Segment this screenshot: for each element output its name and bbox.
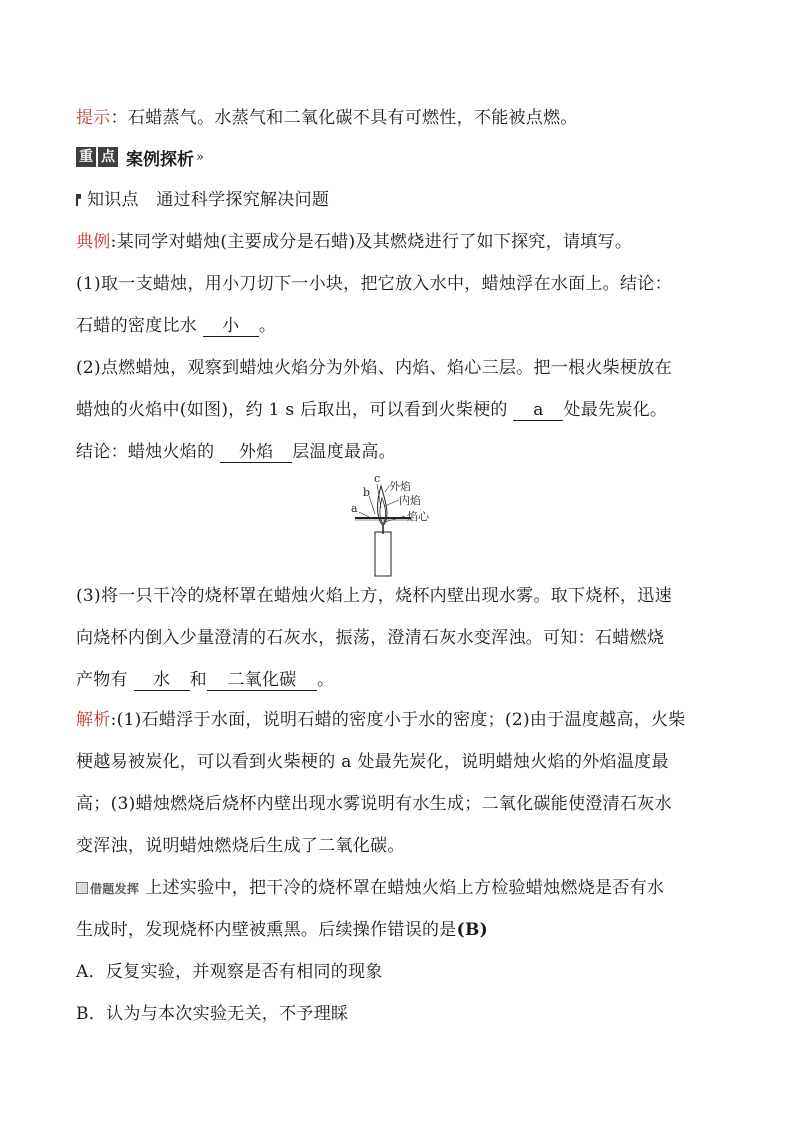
q3-answer-1: 水 bbox=[134, 670, 190, 691]
banner-title: 案例探析 bbox=[126, 149, 194, 170]
option-b: B．认为与本次实验无关，不予理睬 bbox=[76, 1004, 349, 1024]
q3-line2: 向烧杯内倒入少量澄清的石灰水，振荡，澄清石灰水变浑浊。可知：石蜡燃烧 bbox=[76, 628, 665, 648]
q2-answer-a: a bbox=[513, 400, 563, 421]
q1-text: 石蜡的密度比水 bbox=[76, 316, 198, 336]
q2-line2 bbox=[76, 398, 726, 422]
q1-answer: 小 bbox=[203, 316, 259, 337]
bookmark-icon bbox=[76, 194, 81, 206]
example-intro bbox=[76, 230, 726, 254]
q2-line3 bbox=[76, 440, 726, 464]
q1-line1: (1)取一支蜡烛，用小刀切下一小块，把它放入水中，蜡烛浮在水面上。结论： bbox=[76, 274, 672, 294]
extension-text-2: 生成时，发现烧杯内壁被熏黑。后续操作错误的是 bbox=[76, 920, 457, 940]
extension-line1 bbox=[76, 876, 726, 901]
label-outer: 外焰 bbox=[389, 480, 411, 493]
q2-text: 蜡烛的火焰中(如图)，约 1 s 后取出，可以看到火柴梗的 bbox=[76, 400, 508, 420]
extension-badge-text: 借题发挥 bbox=[90, 882, 140, 896]
q2-conclusion: 结论：蜡烛火焰的 bbox=[76, 442, 215, 462]
hint-text: ：石蜡蒸气。水蒸气和二氧化碳不具有可燃性，不能被点燃。 bbox=[110, 108, 578, 128]
extension-answer: (B) bbox=[456, 920, 488, 940]
banner-tag-2: 点 bbox=[98, 147, 118, 167]
label-core: 焰心 bbox=[407, 510, 429, 523]
candle-flame-figure bbox=[345, 472, 445, 578]
q3-and: 和 bbox=[189, 670, 207, 690]
chevron-right-icon: » bbox=[196, 149, 204, 165]
analysis-line3: 高；(3)蜡烛燃烧后烧杯内壁出现水雾说明有水生成；二氧化碳能使澄清石灰水 bbox=[76, 794, 672, 814]
option-a: A．反复实验，并观察是否有相同的现象 bbox=[76, 962, 383, 982]
leader-inner bbox=[385, 500, 399, 506]
extension-line2 bbox=[76, 918, 726, 942]
label-inner: 内焰 bbox=[399, 494, 421, 507]
candle-body bbox=[375, 532, 391, 576]
extension-badge bbox=[76, 877, 139, 901]
label-a: a bbox=[351, 502, 358, 515]
hint-label: 提示 bbox=[76, 108, 111, 128]
analysis-line4: 变浑浊，说明蜡烛燃烧后生成了二氧化碳。 bbox=[76, 836, 405, 856]
knowledge-point-text: 知识点 通过科学探究解决问题 bbox=[87, 190, 330, 210]
example-intro-text: :某同学对蜡烛(主要成分是石蜡)及其燃烧进行了如下探究，请填写。 bbox=[110, 232, 633, 252]
hint-line bbox=[76, 106, 726, 130]
label-b: b bbox=[363, 486, 371, 499]
q2-answer-b: 外焰 bbox=[220, 442, 292, 463]
banner-tag-1: 重 bbox=[76, 147, 96, 167]
q3-line3 bbox=[76, 668, 726, 692]
section-banner bbox=[76, 146, 204, 168]
q3-end: 。 bbox=[316, 670, 335, 690]
analysis-label: 解析 bbox=[76, 710, 111, 730]
analysis-text-1: :(1)石蜡浮于水面，说明石蜡的密度小于水的密度；(2)由于温度越高，火柴 bbox=[110, 710, 686, 730]
label-c: c bbox=[374, 472, 381, 485]
candle-diagram bbox=[345, 472, 445, 578]
example-label: 典例 bbox=[76, 232, 111, 252]
q3-text: 产物有 bbox=[76, 670, 128, 690]
pencil-icon bbox=[76, 882, 88, 894]
knowledge-point bbox=[76, 188, 726, 212]
q1-end: 。 bbox=[258, 316, 277, 336]
q2-conclusion-end: 层温度最高。 bbox=[292, 442, 396, 462]
extension-text-1: 上述实验中，把干冷的烧杯罩在蜡烛火焰上方检验蜡烛燃烧是否有水 bbox=[145, 878, 665, 898]
q2-line1: (2)点燃蜡烛，观察到蜡烛火焰分为外焰、内焰、焰心三层。把一根火柴梗放在 bbox=[76, 358, 672, 378]
q2-text-end: 处最先炭化。 bbox=[563, 400, 668, 420]
analysis-line2: 梗越易被炭化，可以看到火柴梗的 a 处最先炭化，说明蜡烛火焰的外焰温度最 bbox=[76, 752, 669, 772]
q1-line2 bbox=[76, 314, 726, 338]
q3-line1: (3)将一只干冷的烧杯罩在蜡烛火焰上方，烧杯内壁出现水雾。取下烧杯，迅速 bbox=[76, 586, 672, 606]
analysis-line1 bbox=[76, 708, 726, 732]
q3-answer-2: 二氧化碳 bbox=[207, 670, 317, 691]
